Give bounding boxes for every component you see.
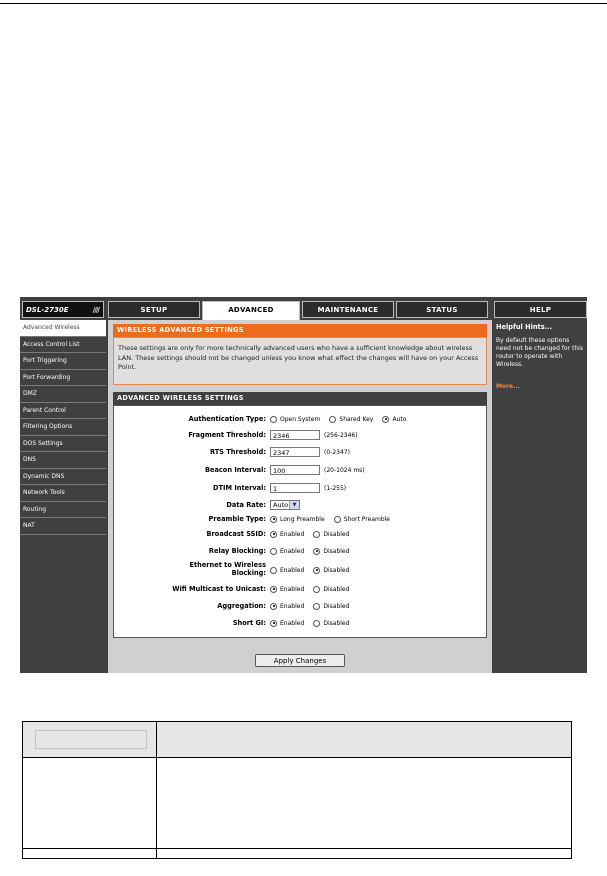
beacon-interval-input[interactable]: 100 bbox=[270, 465, 320, 475]
data-rate-control bbox=[270, 500, 300, 510]
column-divider bbox=[156, 722, 157, 858]
option-label: Enabled bbox=[280, 585, 305, 593]
option-label: Disabled bbox=[323, 585, 350, 593]
relay-blocking-options bbox=[270, 547, 356, 555]
helpful-hints-panel bbox=[494, 320, 587, 673]
broadcast-ssid-options bbox=[270, 530, 356, 538]
beacon-label: Beacon Interval: bbox=[204, 466, 266, 474]
ethernet-blocking-options bbox=[270, 566, 356, 574]
short-gi-label: Short GI: bbox=[232, 619, 266, 627]
device-logo bbox=[22, 301, 104, 318]
option-label: Disabled bbox=[323, 530, 350, 538]
radio-relay-disabled[interactable] bbox=[313, 548, 320, 555]
main-content bbox=[108, 320, 492, 673]
ethernet-blocking-label-line2: Blocking: bbox=[231, 569, 266, 577]
fragment-label: Fragment Threshold: bbox=[188, 431, 266, 439]
more-link[interactable]: More... bbox=[496, 383, 520, 390]
section-description: These settings are only for more technically advanced users who have a sufficient knowledge about wireless LAN. These settings should not be changed unless you know what effect the changes will have on your Access Point. bbox=[113, 337, 487, 385]
data-rate-select[interactable] bbox=[270, 500, 300, 510]
ethernet-blocking-label-line1: Ethernet to Wireless bbox=[189, 561, 266, 569]
option-label: Disabled bbox=[323, 547, 350, 555]
radio-eth-enabled[interactable] bbox=[270, 567, 277, 574]
document-table bbox=[22, 721, 572, 859]
row-divider bbox=[23, 848, 571, 849]
option-label: Enabled bbox=[280, 566, 305, 574]
option-label: Enabled bbox=[280, 547, 305, 555]
radio-ssid-enabled[interactable] bbox=[270, 531, 277, 538]
option-label: Disabled bbox=[323, 619, 350, 627]
multicast-label: Wifi Multicast to Unicast: bbox=[172, 585, 266, 593]
dtim-control bbox=[270, 483, 346, 493]
beacon-control bbox=[270, 465, 365, 475]
radio-ssid-disabled[interactable] bbox=[313, 531, 320, 538]
radio-relay-enabled[interactable] bbox=[270, 548, 277, 555]
rts-threshold-input[interactable]: 2347 bbox=[270, 447, 320, 457]
aggregation-options bbox=[270, 602, 356, 610]
sidebar-item-parent-control[interactable]: Parent Control bbox=[20, 403, 106, 420]
rts-control bbox=[270, 447, 350, 457]
logo-slashes: //// bbox=[92, 306, 99, 314]
sidebar-item-nat[interactable]: NAT bbox=[20, 518, 106, 535]
option-label: Disabled bbox=[323, 566, 350, 574]
radio-auto[interactable] bbox=[382, 416, 389, 423]
section-title-advanced-wireless: ADVANCED WIRELESS SETTINGS bbox=[113, 392, 487, 405]
data-rate-label: Data Rate: bbox=[226, 501, 266, 509]
multicast-options bbox=[270, 585, 356, 593]
broadcast-ssid-label: Broadcast SSID: bbox=[206, 530, 266, 538]
page-top-rule bbox=[0, 3, 607, 4]
sidebar-item-filtering-options[interactable]: Filtering Options bbox=[20, 419, 106, 436]
chevron-down-icon: ▼ bbox=[289, 501, 299, 509]
tab-maintenance[interactable]: MAINTENANCE bbox=[302, 301, 394, 318]
radio-aggregation-enabled[interactable] bbox=[270, 603, 277, 610]
tab-help[interactable]: HELP bbox=[494, 301, 587, 318]
tab-status[interactable]: STATUS bbox=[396, 301, 488, 318]
option-label: Enabled bbox=[280, 602, 305, 610]
hints-title: Helpful Hints... bbox=[496, 323, 553, 331]
auth-options bbox=[270, 415, 413, 423]
radio-shared-key[interactable] bbox=[329, 416, 336, 423]
option-label: Disabled bbox=[323, 602, 350, 610]
radio-eth-disabled[interactable] bbox=[313, 567, 320, 574]
dtim-hint: (1-255) bbox=[324, 484, 347, 492]
tab-setup[interactable]: SETUP bbox=[108, 301, 200, 318]
rts-label: RTS Threshold: bbox=[209, 448, 266, 456]
apply-changes-button[interactable]: Apply Changes bbox=[255, 654, 345, 667]
auth-option-label: Open System bbox=[280, 415, 321, 423]
sidebar-item-network-tools[interactable]: Network Tools bbox=[20, 485, 106, 502]
tab-advanced[interactable]: ADVANCED bbox=[202, 301, 300, 320]
rts-hint: (0-2347) bbox=[324, 448, 350, 456]
radio-shortgi-disabled[interactable] bbox=[313, 620, 320, 627]
short-gi-options bbox=[270, 619, 356, 627]
table-header-row bbox=[23, 722, 571, 758]
auth-option-label: Auto bbox=[392, 415, 407, 423]
option-label: Enabled bbox=[280, 619, 305, 627]
settings-form bbox=[113, 405, 487, 638]
sidebar-item-access-control-list[interactable]: Access Control List bbox=[20, 337, 106, 354]
radio-multicast-disabled[interactable] bbox=[313, 586, 320, 593]
hints-text: By default these options need not be changed for this router to operate with Wireless. bbox=[496, 337, 583, 368]
radio-short-preamble[interactable] bbox=[334, 516, 341, 523]
radio-multicast-enabled[interactable] bbox=[270, 586, 277, 593]
sidebar-item-dmz[interactable]: DMZ bbox=[20, 386, 106, 403]
radio-shortgi-enabled[interactable] bbox=[270, 620, 277, 627]
radio-open-system[interactable] bbox=[270, 416, 277, 423]
preamble-option-label: Long Preamble bbox=[280, 515, 325, 523]
option-label: Enabled bbox=[280, 530, 305, 538]
preamble-option-label: Short Preamble bbox=[343, 515, 391, 523]
radio-aggregation-disabled[interactable] bbox=[313, 603, 320, 610]
auth-option-label: Shared Key bbox=[339, 415, 374, 423]
preamble-label: Preamble Type: bbox=[208, 515, 266, 523]
sidebar-nav bbox=[20, 320, 106, 535]
device-model: DSL-2730E bbox=[26, 306, 69, 314]
radio-long-preamble[interactable] bbox=[270, 516, 277, 523]
beacon-hint: (20-1024 ms) bbox=[324, 466, 365, 474]
fragment-hint: (256-2346) bbox=[324, 431, 358, 439]
ethernet-blocking-label bbox=[189, 561, 266, 577]
sidebar-item-port-forwarding[interactable]: Port Forwarding bbox=[20, 370, 106, 387]
header-cell-box bbox=[35, 730, 147, 749]
sidebar-item-dynamic-dns[interactable]: Dynamic DNS bbox=[20, 469, 106, 486]
sidebar-item-routing[interactable]: Routing bbox=[20, 502, 106, 519]
sidebar-item-dos-settings[interactable]: DOS Settings bbox=[20, 436, 106, 453]
aggregation-label: Aggregation: bbox=[217, 602, 266, 610]
auth-label: Authentication Type: bbox=[188, 415, 266, 423]
data-rate-value: Auto bbox=[273, 501, 289, 509]
preamble-options bbox=[270, 515, 397, 523]
sidebar-item-port-triggering[interactable]: Port Triggering bbox=[20, 353, 106, 370]
section-title-wireless-advanced: WIRELESS ADVANCED SETTINGS bbox=[113, 324, 487, 337]
fragment-threshold-input[interactable]: 2346 bbox=[270, 430, 320, 440]
router-screenshot bbox=[20, 297, 587, 673]
relay-blocking-label: Relay Blocking: bbox=[208, 547, 266, 555]
fragment-control bbox=[270, 430, 358, 440]
sidebar-item-dns[interactable]: DNS bbox=[20, 452, 106, 469]
dtim-interval-input[interactable]: 1 bbox=[270, 483, 320, 493]
dtim-label: DTIM Interval: bbox=[213, 484, 266, 492]
sidebar-item-advanced-wireless[interactable]: Advanced Wireless bbox=[20, 320, 106, 337]
